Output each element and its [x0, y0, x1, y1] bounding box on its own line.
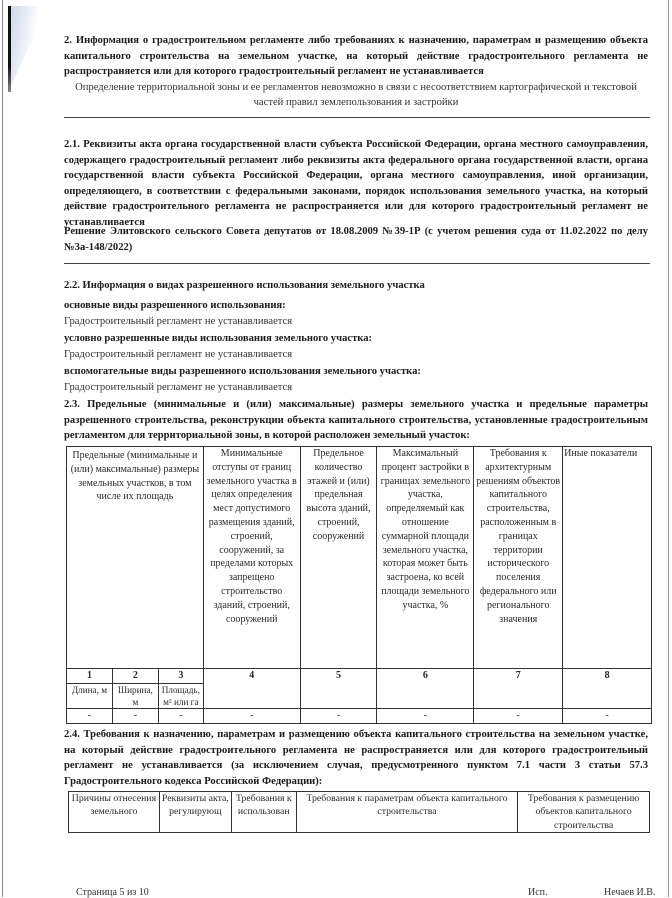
scan-edge: [8, 6, 11, 92]
executor-name: Нечаев И.В.: [604, 887, 656, 898]
table-row: [67, 708, 652, 723]
col-number: 4: [203, 669, 300, 709]
table-cell: -: [112, 708, 158, 723]
subheader-width: Ширина, м: [112, 683, 158, 708]
divider: [64, 263, 650, 264]
section-2-4: [64, 727, 648, 789]
section-2-3-heading: 2.3. Предельные (минимальные и (или) максимальные) размеры земельного участка и предельные параметры разрешенного строительства, реконструкции объекта капитального строительства, установленные градостроительным регламентом для территориальной зоны, в которой расположен земельный участок:: [64, 399, 648, 442]
divider: [64, 117, 650, 118]
col-number: 2: [112, 669, 158, 684]
col-number: 3: [158, 669, 203, 684]
permitted-use-basic: [64, 298, 648, 329]
section-2-1-value: Решение Элитовского сельского Совета депутатов от 18.08.2009 №39-1Р (с учетом решения суда от 11.02.2022 по делу №3а-148/2022): [64, 226, 648, 253]
table-header-row: [67, 447, 652, 669]
permitted-use-label: условно разрешенные виды использования земельного участка:: [64, 333, 373, 344]
section-2-heading: 2. Информация о градостроительном регламенте либо требованиях к назначению, параметрам и размещению объекта капитального строительства на земельном участке, на который действие градостроительного регламента не распространяется или для которого градостроительный регламент не устанавливается: [64, 35, 648, 78]
section-2-1: [64, 137, 648, 231]
permitted-use-value: Градостроительный регламент не устанавливается: [64, 348, 293, 360]
permitted-use-auxiliary: [64, 364, 648, 395]
col-number: 8: [563, 669, 652, 709]
section-2-2-heading: 2.2. Информация о видах разрешенного использования земельного участка: [64, 280, 425, 291]
table-cell: -: [474, 708, 563, 723]
table-cell: -: [377, 708, 474, 723]
section-2-note: Определение территориальной зоны и ее регламентов невозможно в связи с несоответствием картографической и текстовой частей правил землепользования и застройки: [75, 81, 637, 109]
header-reasons: Причины отнесения земельного: [69, 792, 160, 833]
section-2-1-value-block: [64, 224, 648, 255]
table-cell: -: [203, 708, 300, 723]
parameters-table: [66, 446, 652, 724]
header-architecture: Требования к архитектурным решениям объектов капитального строительства, расположенным в границах территории исторического поселения федерального или регионального значения: [474, 447, 563, 669]
executor-label: Исп.: [528, 887, 548, 898]
col-number: 5: [300, 669, 377, 709]
section-2-4-heading: 2.4. Требования к назначению, параметрам и размещению объекта капитального строительства на земельном участке, на который действие градостроительного регламента не распространяется или для которого градостроительный регламент не устанавливается (за исключением случая, предусмотренного пунктом 7.1 части 3 статьи 57.3 Градостроительного кодекса Российской Федерации):: [64, 729, 648, 787]
table-cell: -: [563, 708, 652, 723]
page-number: Страница 5 из 10: [76, 887, 149, 898]
requirements-table: [68, 791, 650, 833]
section-2-1-heading: 2.1. Реквизиты акта органа государственной власти субъекта Российской Федерации, органа местного самоуправления, содержащего градостроительный регламент либо реквизиты акта федерального органа государственной власти, органа государственной власти субъекта Российской Федерации, органа местного самоуправления, иной организации, определяющего, в соответствии с федеральными законами, порядок использования земельного участка, на который действие градостроительного регламента не распространяется или для которого градостроительный регламент не устанавливается: [64, 139, 648, 228]
table-cell: -: [300, 708, 377, 723]
header-use-requirements: Требования к использован: [231, 792, 296, 833]
subheader-length: Длина, м: [67, 683, 113, 708]
section-2-3: [64, 397, 648, 444]
header-parameter-requirements: Требования к параметрам объекта капитального строительства: [296, 792, 517, 833]
header-act-details: Реквизиты акта, регулирующ: [159, 792, 231, 833]
col-number: 6: [377, 669, 474, 709]
table-number-row: [67, 669, 652, 684]
header-plot-size: Предельные (минимальные и (или) максимальные) размеры земельных участков, в том числе их площадь: [67, 447, 204, 669]
col-number: 7: [474, 669, 563, 709]
permitted-use-value: Градостроительный регламент не устанавливается: [64, 381, 293, 393]
header-max-floors: Предельное количество этажей и (или) предельная высота зданий, строений, сооружений: [300, 447, 377, 669]
page-border-left: [2, 0, 3, 897]
table-cell: -: [158, 708, 203, 723]
section-2-2: [64, 278, 648, 294]
table-cell: -: [67, 708, 113, 723]
subheader-area: Площадь, м² или га: [158, 683, 203, 708]
header-placement-requirements: Требования к размещению объектов капитального строительства: [518, 792, 650, 833]
permitted-use-label: основные виды разрешенного использования:: [64, 300, 286, 311]
page-border-right: [668, 0, 669, 897]
permitted-use-value: Градостроительный регламент не устанавливается: [64, 315, 293, 327]
scan-shadow: [8, 6, 48, 92]
permitted-use-label: вспомогательные виды разрешенного использования земельного участка:: [64, 366, 421, 377]
header-max-coverage: Максимальный процент застройки в границах земельного участка, определяемый как отношение суммарной площади земельного участка, которая может быть застроена, ко всей площади земельного участка, %: [377, 447, 474, 669]
header-other: Иные показатели: [563, 447, 652, 669]
col-number: 1: [67, 669, 113, 684]
permitted-use-conditional: [64, 331, 648, 362]
table-header-row: [69, 792, 650, 833]
header-min-setbacks: Минимальные отступы от границ земельного участка в целях определения мест допустимого размещения зданий, строений, сооружений, за пределами которых запрещено строительство зданий, строений, сооружений: [203, 447, 300, 669]
section-2: [64, 33, 648, 111]
